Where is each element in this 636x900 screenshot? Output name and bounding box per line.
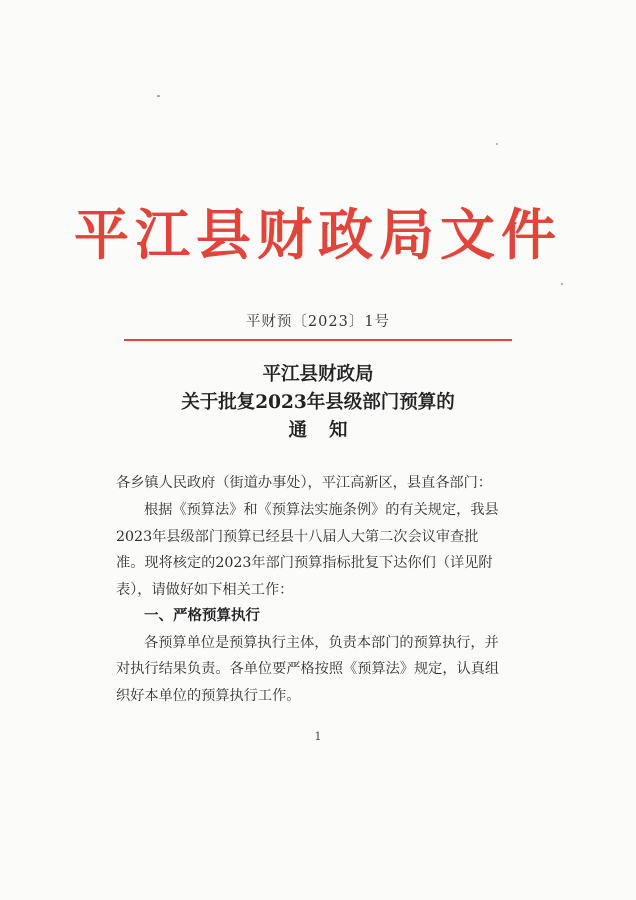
document-header-title: 平江县财政局文件 <box>73 202 562 267</box>
section-1-line-2: 对执行结果负责。各单位要严格按照《预算法》规定，认真组 <box>116 661 500 677</box>
section-1-heading: 一、严格预算执行 <box>144 607 260 624</box>
document-number: 平财预〔2023〕1号 <box>245 314 391 330</box>
section-1-line-1: 各预算单位是预算执行主体，负责本部门的预算执行，并 <box>144 634 499 651</box>
header-divider-line <box>124 339 512 341</box>
notice-title-line-1: 平江县财政局 <box>262 364 374 385</box>
notice-title-line-3: 通知 <box>288 420 370 441</box>
section-1-line-3: 织好本单位的预算执行工作。 <box>116 687 301 704</box>
paragraph-1-line-1: 根据《预算法》和《预算法实施条例》的有关规定，我县 <box>144 502 499 518</box>
notice-title-line-2: 关于批复2023年县级部门预算的 <box>181 392 455 413</box>
scan-speck <box>496 143 498 145</box>
page-number: 1 <box>314 730 322 743</box>
salutation: 各乡镇人民政府（街道办事处），平江高新区，县直各部门： <box>116 475 492 491</box>
paragraph-1-line-4: 表），请做好如下相关工作： <box>116 581 294 598</box>
scan-speck <box>157 95 160 97</box>
paragraph-1-line-3: 准。现将核定的2023年部门预算指标批复下达你们（详见附 <box>116 555 493 571</box>
scan-speck <box>561 283 563 285</box>
paragraph-1-line-2: 2023年县级部门预算已经县十八届人大第二次会议审查批 <box>116 528 479 545</box>
